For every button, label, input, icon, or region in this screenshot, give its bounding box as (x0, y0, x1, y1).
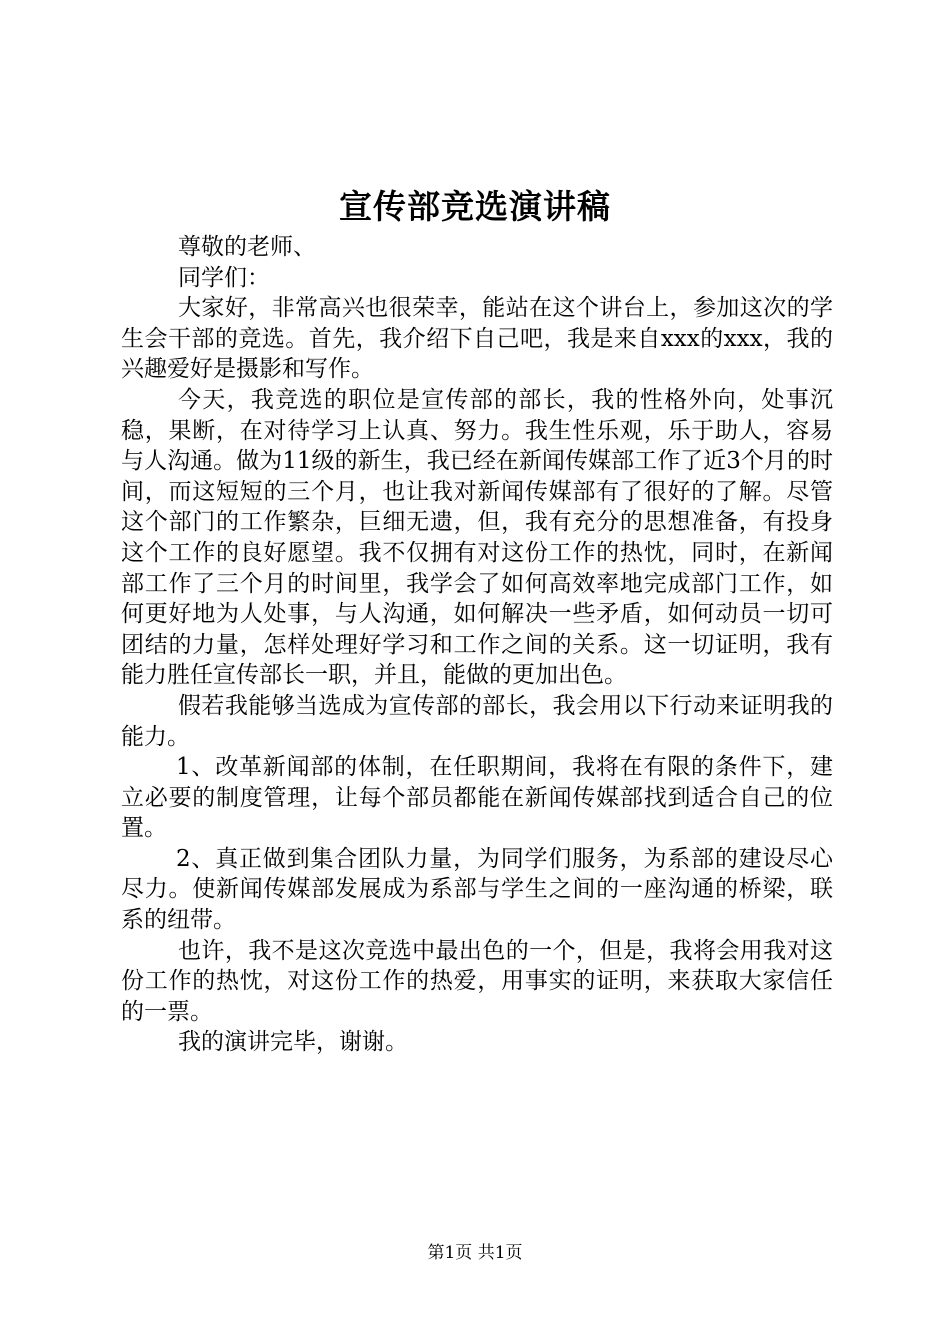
paragraph-closing: 也许，我不是这次竞选中最出色的一个，但是，我将会用我对这份工作的热忱，对这份工作的热爱，用事实的证明，来获取大家信任的一票。 (121, 937, 833, 1025)
paragraph-plan-intro: 假若我能够当选成为宣传部的部长，我会用以下行动来证明我的能力。 (121, 692, 833, 750)
paragraph-plan-item-2: 2、真正做到集合团队力量，为同学们服务，为系部的建设尽心尽力。使新闻传媒部发展成为系部与学生之间的一座沟通的桥梁，联系的纽带。 (121, 845, 833, 934)
page-footer: 第1页 共1页 (427, 1243, 523, 1263)
salutation-line-1: 尊敬的老师、 (178, 234, 316, 260)
salutation-line-2: 同学们： (178, 264, 270, 291)
document-title: 宣传部竞选演讲稿 (339, 187, 611, 226)
paragraph-intro: 大家好，非常高兴也很荣幸，能站在这个讲台上，参加这次的学生会干部的竞选。首先，我介绍下自己吧，我是来自xxx的xxx，我的兴趣爱好是摄影和写作。 (121, 295, 833, 383)
paragraph-plan-item-1: 1、改革新闻部的体制，在任职期间，我将在有限的条件下，建立必要的制度管理，让每个部员都能在新闻传媒部找到适合自己的位置。 (121, 754, 833, 842)
paragraph-thanks: 我的演讲完毕，谢谢。 (178, 1029, 408, 1056)
paragraph-position: 今天，我竞选的职位是宣传部的部长，我的性格外向，处事沉稳，果断，在对待学习上认真、努力。我生性乐观，乐于助人，容易与人沟通。做为11级的新生，我已经在新闻传媒部工作了近3个月的时间，而这短短的三个月，也让我对新闻传媒部有了很好的了解。尽管这个部门的工作繁杂，巨细无遗，但，我有充分的思想准备，有投身这个工作的良好愿望。我不仅拥有对这份工作的热忱，同时，在新闻部工作了三个月的时间里，我学会了如何高效率地完成部门工作，如何更好地为人处事，与人沟通，如何解决一些矛盾，如何动员一切可团结的力量，怎样处理好学习和工作之间的关系。这一切证明，我有能力胜任宣传部长一职，并且，能做的更加出色。 (121, 386, 833, 689)
document-body (121, 232, 833, 1058)
